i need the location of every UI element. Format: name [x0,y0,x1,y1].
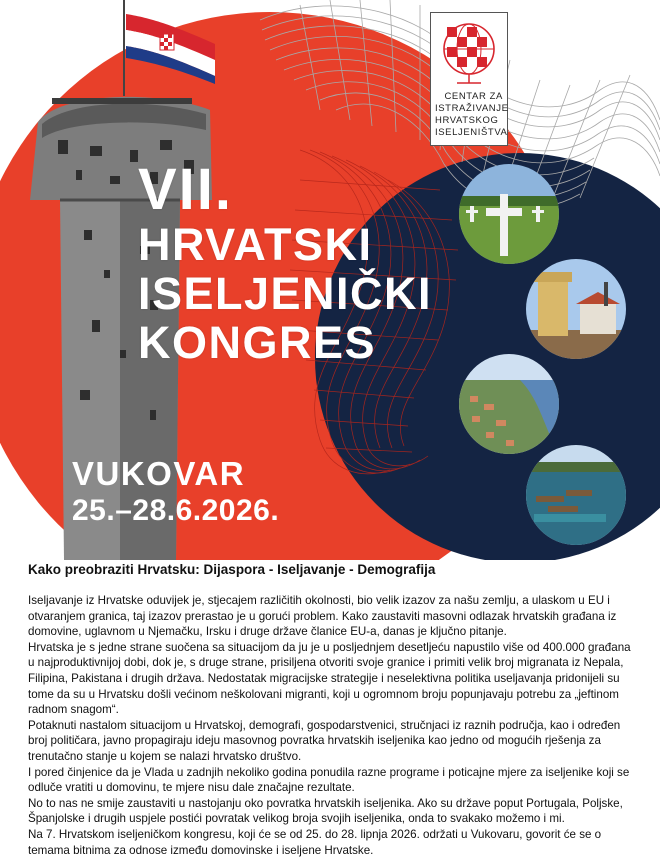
article-paragraph: Iseljavanje iz Hrvatske oduvijek je, stjecajem različitih okolnosti, bio velik izazov za našu zemlju, a ulaskom u EU i otvaranjem granica, taj izazov prerastao je u gorući problem. Kako zaustaviti masovni odlazak hrvatskih građana iz domovine, uglavnom u Njemačku, Irsku i druge države članice EU-a, danas je ključno pitanje. [28,594,617,639]
title-line: HRVATSKI [138,219,373,270]
globe-icon [441,19,497,85]
article-paragraph: No to nas ne smije zaustaviti u nastojanju oko povratka hrvatskih iseljenika. Ako su države poput Portugala, Poljske, Španjolske i drugih uspjele postići povratak velikog broja svojih iseljenika, onda to svakako možemo i mi. [28,796,623,826]
article-paragraph: I pored činjenice da je Vlada u zadnjih nekoliko godina ponudila razne programe i poticajne mjere za iseljenike koji se odluče vratiti u domovinu, te mjere nisu dale značajne rezultate. [28,765,630,795]
article-paragraph: Hrvatska je s jedne strane suočena sa situacijom da ju je u posljednjem desetljeću napustilo više od 400.000 građana u najproduktivnijoj dobi, dok je, s druge strane, prisiljena otvoriti svoje granice i primiti velik broj migranata iz Nepala, Filipina, Pakistana i drugih država. Nedostatak migracijske strategije i neselektivna politika useljavanja pridonijeli su tome da su u Hrvatsku došli većinom neškolovani migranti, koji u ogromnom broju popunjavaju potrebu za „jeftinom radnom snagom“. [28,640,631,717]
photo-aerial-town [459,354,559,454]
article-paragraph: Na 7. Hrvatskom iseljeničkom kongresu, koji će se od 25. do 28. lipnja 2026. održati u Vukovaru, govorit će se o temama bitnima za odnose između domovinske i iseljene Hrvatske. [28,827,602,857]
congress-title [138,157,433,368]
congress-dates: 25.–28.6.2026. [72,494,280,527]
logo-line: CENTAR ZA [444,91,503,102]
article-heading: Kako preobraziti Hrvatsku: Dijaspora - Iseljavanje - Demografija [28,562,436,577]
logo-line: ISELJENIŠTVA [435,127,508,138]
congress-city: VUKOVAR [72,455,246,492]
congress-number: VII. [138,157,234,222]
institute-logo [430,12,508,146]
logo-line: ISTRAŽIVANJE [435,103,509,114]
article-paragraph: Potaknuti nastalom situacijom u Hrvatskoj, demografi, gospodarstvenici, stručnjaci iz raznih područja, kao i određen broj političara, javno propagiraju ideju masovnog povratka hrvatskih iseljenika kao jedno od mogućih rješenja za trenutačno stanje u kojem se nalazi hrvatsko društvo. [28,718,621,763]
logo-line: HRVATSKOG [435,115,499,126]
title-line: ISELJENIČKI [138,268,433,319]
photo-cemetery [459,164,559,264]
title-line: KONGRES [138,317,377,368]
logo-text [435,91,509,139]
article [28,562,636,858]
